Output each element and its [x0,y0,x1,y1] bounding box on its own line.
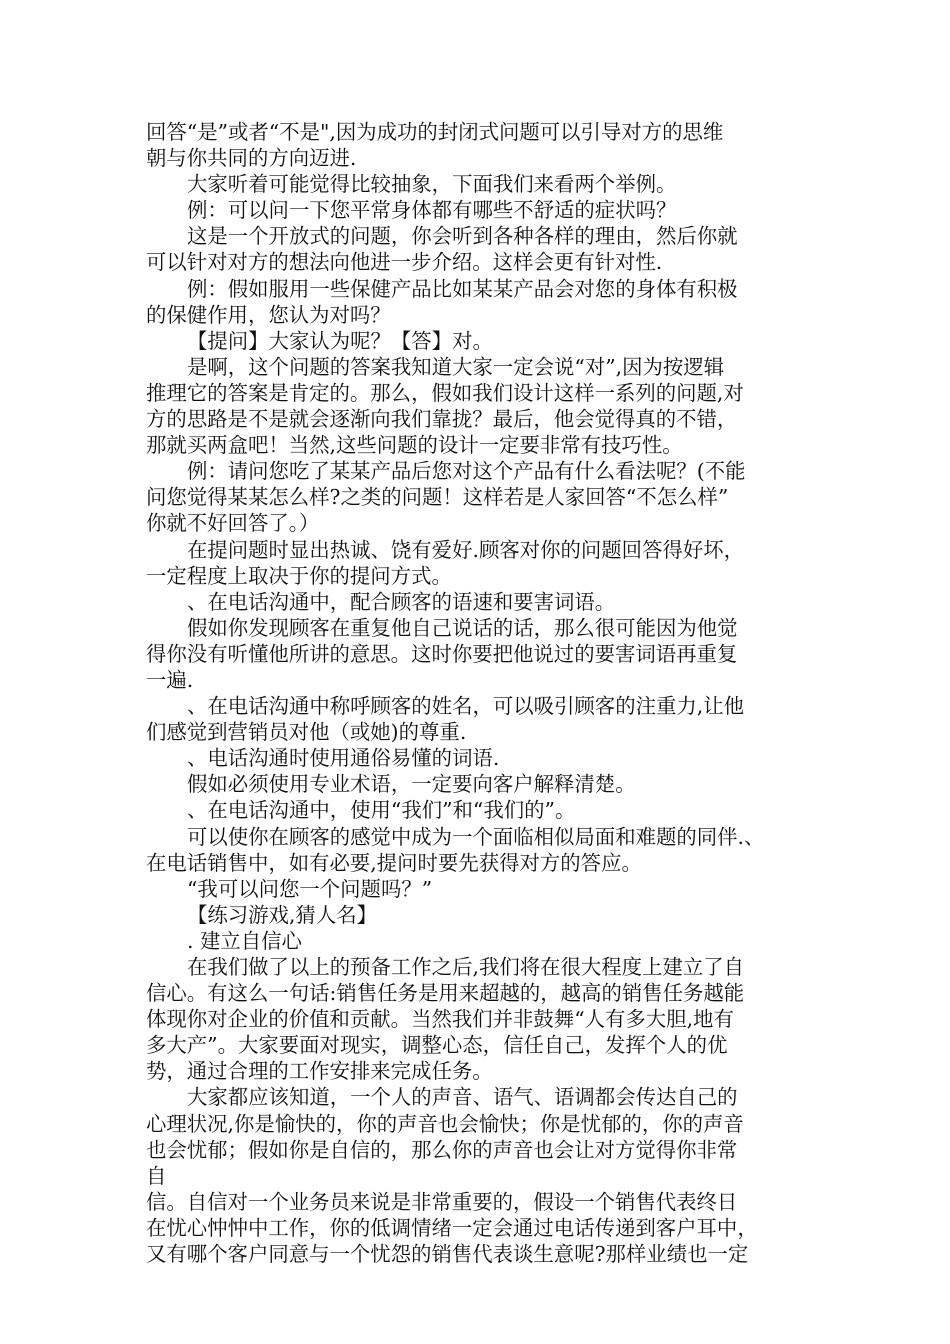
text-line: 【练习游戏,猜人名】 [187,902,377,927]
text-line: 推理它的答案是肯定的。那么，假如我们设计这样一系列的问题,对 [146,380,744,405]
text-line: 在提问题时显出热诚、饶有爱好.顾客对你的问题回答得好坏， [187,537,745,562]
text-line: 例：请问您吃了某某产品后您对这个产品有什么看法呢？(不能 [187,459,746,484]
text-line: 假如你发现顾客在重复他自己说话的话，那么很可能因为他觉 [187,615,738,640]
text-line: 自 [146,1163,167,1188]
text-line: 、在电话沟通中，使用“我们”和“我们的”。 [187,798,576,823]
text-line: 信。自信对一个业务员来说是非常重要的，假设一个销售代表终日 [146,1189,738,1214]
text-line: 这是一个开放式的问题，你会听到各种各样的理由，然后你就 [187,224,738,249]
text-line: 得你没有听懂他所讲的意思。这时你要把他说过的要害词语再重复 [146,641,738,666]
text-line: 多大产”。大家要面对现实，调整心态，信任自己，发挥个人的优 [146,1033,728,1058]
text-line: 方的思路是不是就会逐渐向我们靠拢？最后，他会觉得真的不错， [146,407,738,432]
text-line: 在电话销售中，如有必要,提问时要先获得对方的答应。 [146,850,642,875]
text-line: 一遍. [146,667,194,692]
text-line: 【提问】大家认为呢？【答】对。 [187,328,493,353]
text-line: 在我们做了以上的预备工作之后,我们将在很大程度上建立了自 [187,955,745,979]
text-line: 一定程度上取决于你的提问方式。 [146,563,452,588]
document-body [146,119,810,1267]
text-line: 可以使你在顾客的感觉中成为一个面临相似局面和难题的同伴.、 [187,824,765,849]
text-line: 问您觉得某某怎么样?之类的问题！这样若是人家回答“不怎么样” [146,485,729,510]
text-line: 、在电话沟通中，配合顾客的语速和要害词语。 [187,589,616,614]
text-line: 的保健作用，您认为对吗？ [146,302,391,327]
text-line: 你就不好回答了。） [146,511,320,536]
text-line: 是啊，这个问题的答案我知道大家一定会说“对”,因为按逻辑 [187,354,725,379]
text-line: “我可以问您一个问题吗？” [187,876,433,901]
text-line: . 建立自信心 [187,928,302,953]
text-line: 信心。有这么一句话:销售任务是用来超越的，越高的销售任务越能 [146,981,745,1006]
text-line: 又有哪个客户同意与一个忧怨的销售代表谈生意呢?那样业绩也一定 [146,1242,749,1267]
text-line: 心理状况,你是愉快的，你的声音也会愉快；你是忧郁的，你的声音 [146,1111,744,1136]
text-line: 例：假如服用一些保健产品比如某某产品会对您的身体有积极 [187,276,738,301]
text-line: 、在电话沟通中称呼顾客的姓名，可以吸引顾客的注重力,让他 [187,694,745,719]
text-line: 也会忧郁；假如你是自信的，那么你的声音也会让对方觉得你非常 [146,1137,738,1162]
text-line: 可以针对对方的想法向他进一步介绍。这样会更有针对性. [146,250,663,275]
text-line: 、电话沟通时使用通俗易懂的词语. [187,746,500,771]
text-line: 体现你对企业的价值和贡献。当然我们并非鼓舞“人有多大胆,地有 [146,1007,734,1032]
text-line: 在忧心忡忡中工作，你的低调情绪一定会通过电话传递到客户耳中， [146,1215,758,1240]
text-line: 假如必须使用专业术语，一定要向客户解释清楚。 [187,772,636,797]
text-line: 朝与你共同的方向迈进. [146,146,357,171]
text-line: 们感觉到营销员对他（或她)的尊重. [146,720,467,745]
text-line: 例：可以问一下您平常身体都有哪些不舒适的症状吗？ [187,198,677,223]
text-line: 大家听着可能觉得比较抽象，下面我们来看两个举例。 [187,172,677,197]
text-line: 大家都应该知道，一个人的声音、语气、语调都会传达自己的 [187,1085,738,1110]
text-line: 那就买两盒吧！当然,这些问题的设计一定要非常有技巧性。 [146,433,683,458]
text-line: 回答“是”或者“不是",因为成功的封闭式问题可以引导对方的思维 [146,120,724,144]
text-line: 势，通过合理的工作安排来完成任务。 [146,1059,493,1084]
